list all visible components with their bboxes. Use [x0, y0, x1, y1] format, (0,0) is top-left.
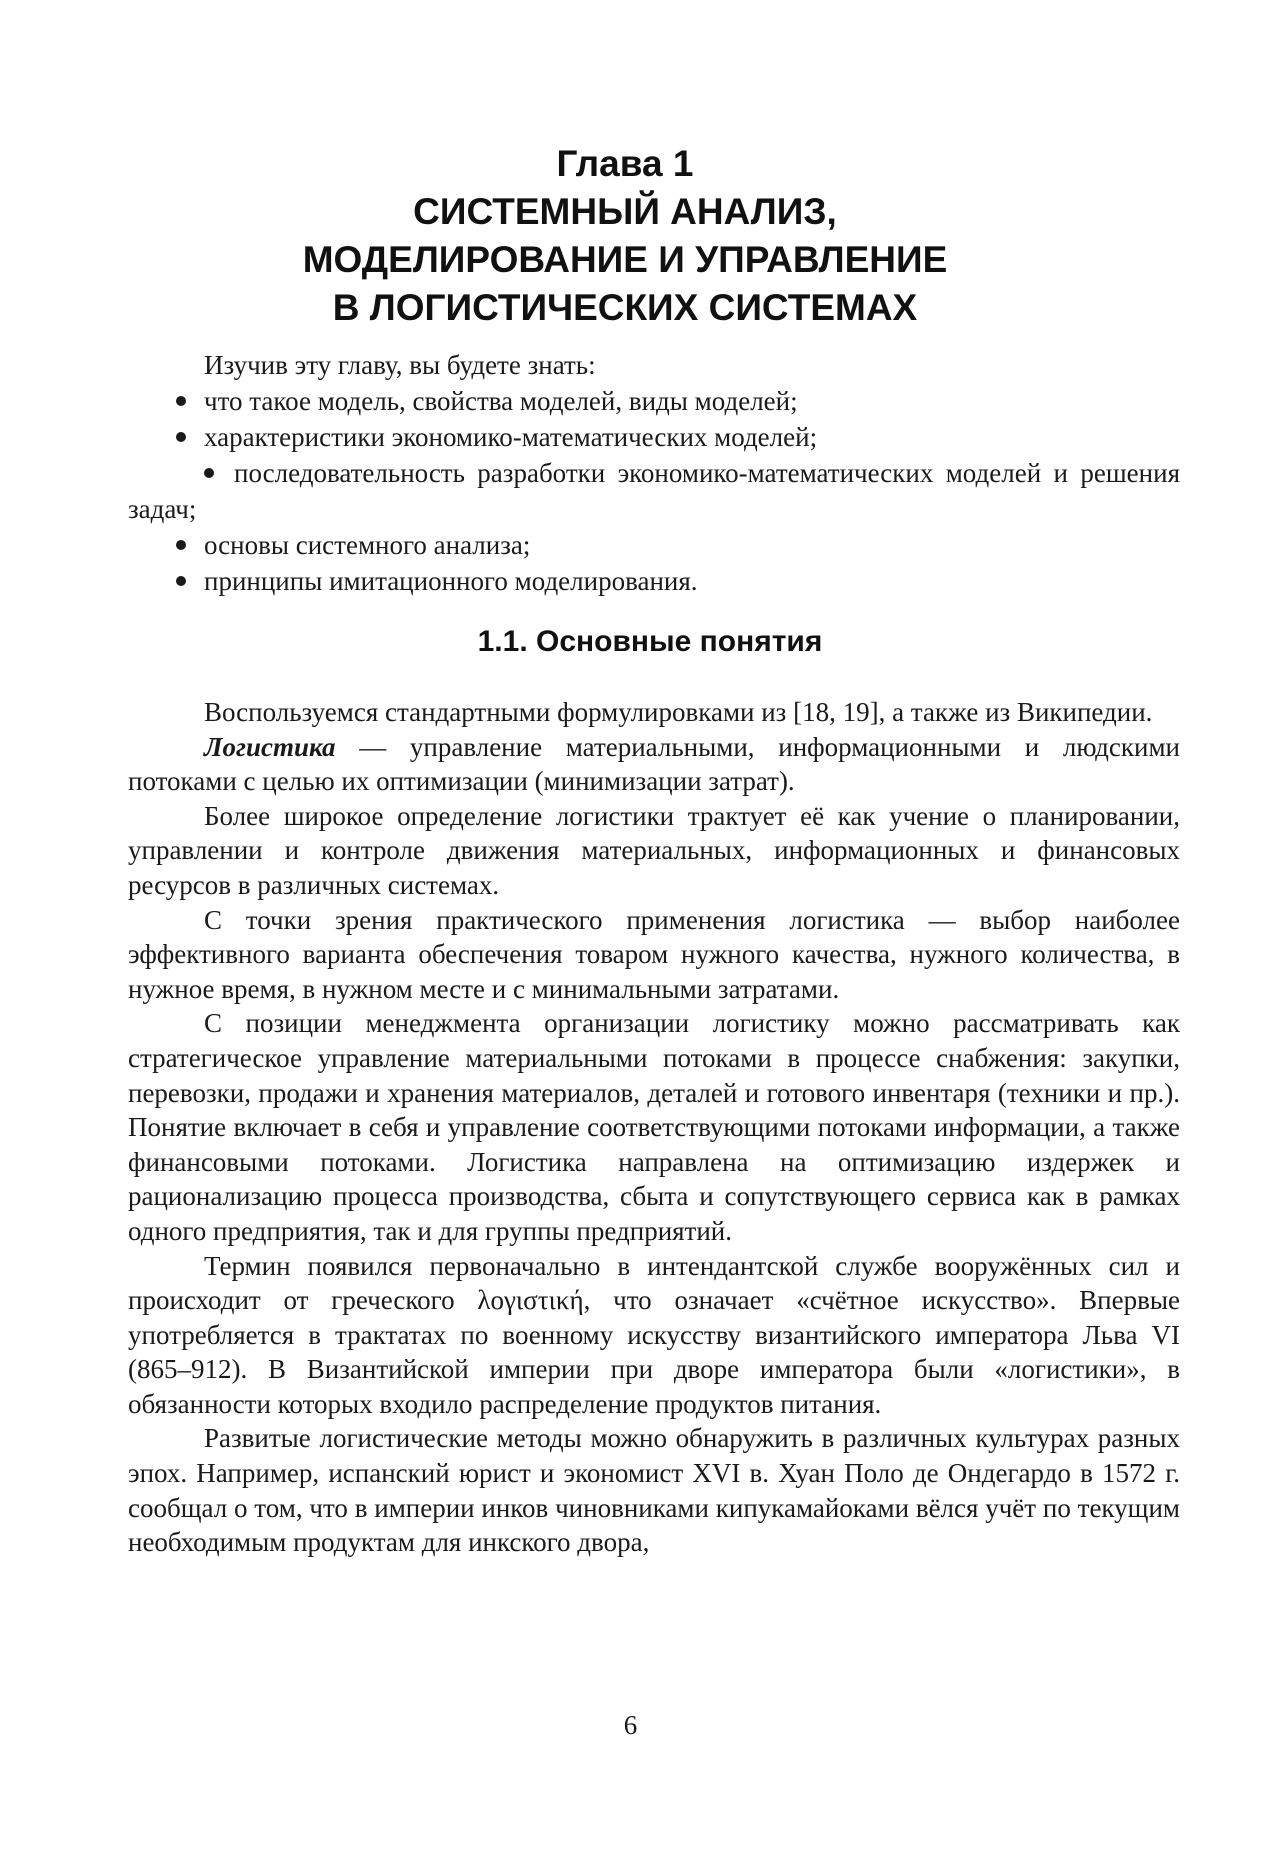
objective-text: основы системного анализа; [204, 530, 531, 560]
bullet-icon [176, 576, 186, 586]
chapter-title-line-3: В ЛОГИСТИЧЕСКИХ СИСТЕМАХ [332, 287, 918, 328]
chapter-label: Глава 1 [556, 143, 694, 184]
paragraph-6: Термин появился первоначально в интендантской службе вооружённых сил и происходит от греческого λογιστική, что означает «счётное искусство». Впервые употребляется в трактатах по военному искусству византийского императора Льва VI (865–912). В Византийской империи при дворе императора были «логистики», в обязанности которых входило распределение продуктов питания. [128, 1250, 1180, 1419]
objective-item [128, 383, 1180, 419]
chapter-title-line-2: МОДЕЛИРОВАНИЕ И УПРАВЛЕНИЕ [302, 239, 948, 280]
paragraph-4: С точки зрения практического применения логистика — выбор наиболее эффективного варианта обеспечения товаром нужного качества, нужного количества, в нужное время, в нужном месте и с минимальными затратами. [128, 904, 1180, 1004]
objectives-list [128, 383, 1180, 599]
paragraph-2-text: — управление материальными, информационными и людскими потоками с целью их оптимизации (минимизации затрат). [128, 731, 1180, 797]
objective-item [128, 527, 1180, 563]
section-title: 1.1. Основные понятия [477, 625, 823, 658]
bullet-icon [204, 468, 214, 478]
paragraph-5: С позиции менеджмента организации логистику можно рассматривать как стратегическое управление материальными потоками в процессе снабжения: закупки, перевозки, продажи и хранения материалов, деталей и готового инвентаря (техники и пр.). Понятие включает в себя и управление соответствующими потоками информации, а также финансовыми потоками. Логистика направлена на оптимизацию издержек и рационализацию процесса производства, сбыта и сопутствующего сервиса как в рамках одного предприятия, так и для группы предприятий. [128, 1008, 1180, 1246]
objective-text: принципы имитационного моделирования. [204, 566, 698, 596]
body-text [128, 695, 1180, 1560]
objective-item [128, 563, 1180, 599]
paragraph-1: Воспользуемся стандартными формулировками из [18, 19], а также из Википедии. [204, 697, 1153, 727]
objective-item [128, 419, 1180, 455]
paragraph-7: Развитые логистические методы можно обнаружить в различных культурах разных эпох. Например, испанский юрист и экономист XVI в. Хуан Поло де Ондегардо в 1572 г. сообщал о том, что в империи инков чиновниками кипукамайоками вёлся учёт по текущим необходимым продуктам для инкского двора, [128, 1423, 1180, 1558]
bullet-icon [176, 396, 186, 406]
term-logistics: Логистика [204, 731, 336, 762]
paragraph-2 [128, 730, 1180, 799]
paragraph-3: Более широкое определение логистики трактует её как учение о планировании, управлении и контроле движения материальных, информационных и финансовых ресурсов в различных системах. [128, 800, 1180, 900]
objective-text: что такое модель, свойства моделей, виды моделей; [204, 386, 798, 416]
objective-text: последовательность разработки экономико-математических моделей и решения задач; [128, 458, 1180, 524]
learning-objectives [128, 347, 1180, 599]
objectives-intro: Изучив эту главу, вы будете знать: [204, 350, 596, 380]
page-number: 6 [623, 1710, 638, 1740]
bullet-icon [176, 540, 186, 550]
bullet-icon [176, 432, 186, 442]
objective-text: характеристики экономико-математических моделей; [204, 422, 818, 452]
objective-item [128, 455, 1180, 527]
chapter-title-line-1: СИСТЕМНЫЙ АНАЛИЗ, [413, 191, 837, 232]
chapter-heading [120, 140, 1130, 332]
